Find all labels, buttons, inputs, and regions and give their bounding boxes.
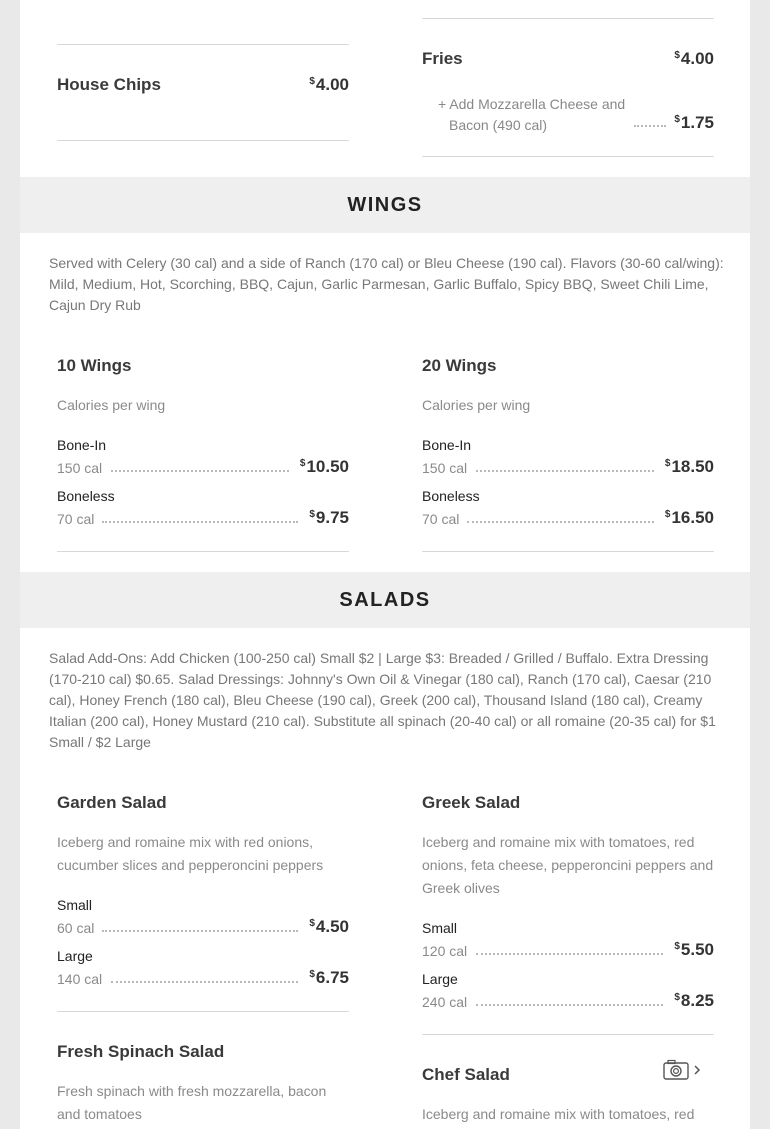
- option-price: $9.75: [309, 508, 349, 527]
- item-title-10-wings[interactable]: 10 Wings: [57, 356, 132, 375]
- price-addon: $1.75: [674, 113, 714, 132]
- dot-leader: [476, 941, 663, 955]
- item-description: Fresh spinach with fresh mozzarella, bacon: [57, 1083, 327, 1099]
- option-price: $10.50: [299, 457, 349, 476]
- divider: [422, 551, 714, 552]
- item-title-house-chips[interactable]: House Chips: [57, 75, 161, 94]
- option-calories: 140 cal: [57, 971, 103, 987]
- option-price: $5.50: [674, 940, 714, 959]
- item-description: Iceberg and romaine mix with red onions,: [57, 834, 314, 850]
- section-description: Served with Celery (30 cal) and a side of Ranch (170 cal) or Bleu Cheese (190 cal). Flavors (30-60 cal/wing): Mild, Medium, Hot, Scorching, BBQ, Cajun, Garlic Parmesan, Garlic Buffalo, Spicy BBQ, Sweet Chili Lime, Cajun Dry Rub: [49, 255, 724, 313]
- section-title: SALADS: [339, 589, 431, 611]
- section-title: WINGS: [347, 194, 423, 216]
- dot-leader: [102, 509, 298, 523]
- section-header-salads: [20, 572, 750, 628]
- dot-leader: [467, 509, 654, 523]
- divider: [57, 140, 349, 141]
- item-description: Iceberg and romaine mix with tomatoes, red: [422, 1106, 695, 1122]
- camera-icon[interactable]: [663, 1059, 705, 1081]
- dot-leader: [102, 918, 298, 932]
- option-label[interactable]: Large: [422, 971, 458, 987]
- divider: [57, 44, 349, 45]
- item-description: Iceberg and romaine mix with tomatoes, red: [422, 834, 695, 850]
- option-price: $6.75: [309, 968, 349, 987]
- divider: [422, 18, 714, 19]
- price-fries: $4.00: [674, 49, 714, 68]
- section-header-wings: [20, 177, 750, 233]
- camera-icon[interactable]: [663, 1059, 705, 1086]
- menu-page: [20, 0, 750, 1129]
- item-subtitle: Calories per wing: [422, 397, 531, 413]
- addon-label[interactable]: + Add Mozzarella Cheese and: [438, 96, 626, 112]
- option-calories: 60 cal: [57, 920, 95, 936]
- option-label[interactable]: Large: [57, 948, 93, 964]
- item-description: cucumber slices and pepperoncini peppers: [57, 857, 324, 873]
- item-title-garden-salad[interactable]: Garden Salad: [57, 793, 167, 812]
- item-title-fries[interactable]: Fries: [422, 49, 463, 68]
- option-label[interactable]: Bone-In: [57, 437, 107, 453]
- dot-leader: [111, 458, 289, 472]
- option-calories: 120 cal: [422, 943, 468, 959]
- dot-leader: [111, 969, 298, 983]
- option-calories: 240 cal: [422, 994, 468, 1010]
- item-description: and tomatoes: [57, 1106, 142, 1122]
- price-house-chips: $4.00: [309, 75, 349, 94]
- option-label[interactable]: Boneless: [57, 488, 115, 504]
- dot-leader: [634, 113, 666, 127]
- item-title-chef-salad[interactable]: Chef Salad: [422, 1065, 510, 1084]
- option-label[interactable]: Small: [422, 920, 458, 936]
- divider: [422, 1034, 714, 1035]
- item-title-20-wings[interactable]: 20 Wings: [422, 356, 497, 375]
- option-calories: 70 cal: [422, 511, 460, 527]
- item-title-greek-salad[interactable]: Greek Salad: [422, 793, 521, 812]
- dot-leader: [476, 992, 663, 1006]
- divider: [57, 1011, 349, 1012]
- option-price: $18.50: [664, 457, 714, 476]
- option-price: $8.25: [674, 991, 714, 1010]
- option-calories: 150 cal: [422, 460, 468, 476]
- option-calories: 150 cal: [57, 460, 103, 476]
- option-label[interactable]: Small: [57, 897, 93, 913]
- dot-leader: [476, 458, 654, 472]
- addon-label[interactable]: Bacon (490 cal): [449, 117, 548, 133]
- option-calories: 70 cal: [57, 511, 95, 527]
- option-price: $4.50: [309, 917, 349, 936]
- item-description: Greek olives: [422, 880, 500, 896]
- section-description: Salad Add-Ons: Add Chicken (100-250 cal) Small $2 | Large $3: Breaded / Grilled / Buffalo. Extra Dressing (170-210 cal) $0.65. Salad Dressings: Johnny's Own Oil & Vinegar (180 cal), Ranch (170 cal), Caesar (210 cal), Honey French (180 cal), Bleu Cheese (190 cal), Greek (200 cal), Thousand Island (180 cal), Creamy Italian (200 cal), Honey Mustard (210 cal). Substitute all spinach (20-40 cal) or all romaine (20-35 cal) for $1 Small / $2 Large: [49, 650, 716, 750]
- option-price: $16.50: [664, 508, 714, 527]
- divider: [57, 551, 349, 552]
- option-label[interactable]: Boneless: [422, 488, 480, 504]
- divider: [422, 156, 714, 157]
- item-subtitle: Calories per wing: [57, 397, 166, 413]
- option-label[interactable]: Bone-In: [422, 437, 472, 453]
- item-description: onions, feta cheese, pepperoncini peppers and: [422, 857, 714, 873]
- item-title-fresh-spinach-salad[interactable]: Fresh Spinach Salad: [57, 1042, 225, 1061]
